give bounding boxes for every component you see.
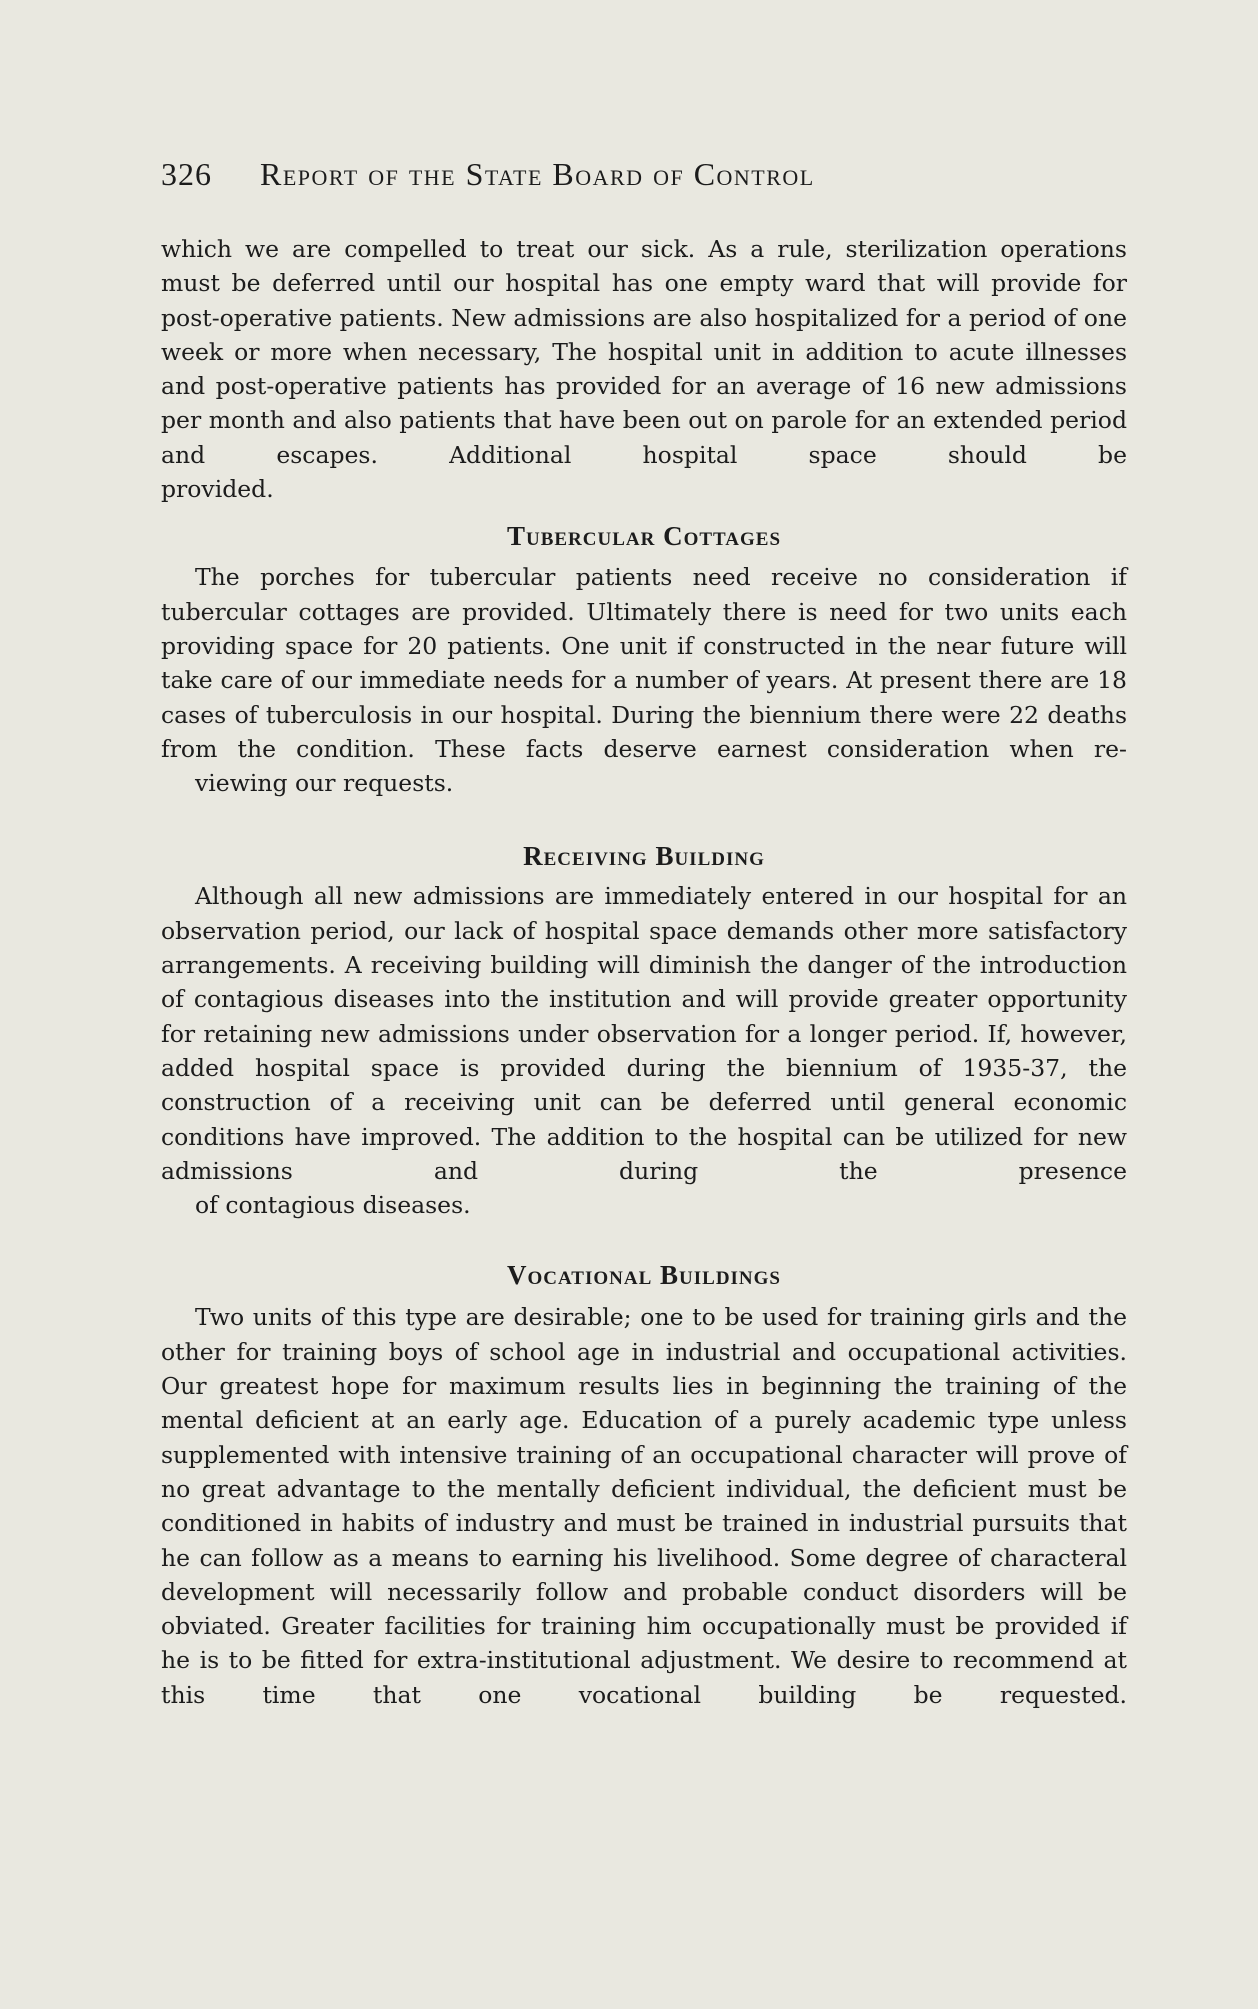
- running-head: [161, 156, 1061, 200]
- paragraph-text: Two units of this type are desirable; one to be used for training girls and the other for training boys of school age in industrial and occupational activities. Our greatest hope for maximum results lies in beginning the training of the mental deficient at an early age. Education of a purely academic type unless supplemented with intensive training of an occupational character will prove of no great advantage to the mentally deficient individual, the deficient must be conditioned in habits of industry and must be trained in industrial pursuits that he can follow as a means to earning his livelihood. Some degree of characteral development will necessarily follow and probable conduct disorders will be obviated. Greater facilities for training him occupationally must be provided if he is to be fitted for extra-institutional adjustment. We desire to recommend at this time that one vocational building be requested.: [161, 1303, 1127, 1709]
- paragraph-text: which we are compelled to treat our sick. As a rule, sterilization operations must be deferred until our hospital has one empty ward that will provide for post-operative patients. New admissions are also hospitalized for a period of one week or more when necessary, The hospital unit in addition to acute illnesses and post-operative patients has provided for an average of 16 new admissions per month and also patients that have been out on parole for an extended period and escapes. Additional hospital space should be: [161, 235, 1127, 469]
- paragraph-continuation: [161, 232, 1127, 506]
- paragraph-text: The porches for tubercular patients need receive no consideration if tubercular cottages are provided. Ultimately there is need for two units each providing space for 20 patients. One unit if constructed in the near future will take care of our immediate needs for a number of years. At present there are 18 cases of tuberculosis in our hospital. During the biennium there were 22 deaths from the condition. These facts deserve earnest consideration when re-: [161, 563, 1127, 763]
- section-heading-tubercular-cottages: Tubercular Cottages: [506, 521, 782, 552]
- paragraph-receiving-building: [161, 879, 1127, 1222]
- paragraph-last-line: viewing our requests.: [195, 769, 454, 798]
- paragraph-last-line: provided.: [161, 475, 274, 504]
- section-heading-vocational-buildings: Vocational Buildings: [507, 1260, 781, 1291]
- paragraph-last-line: of contagious diseases.: [195, 1191, 471, 1220]
- paragraph-text: Although all new admissions are immediately entered in our hospital for an observation period, our lack of hospital space demands other more satisfactory arrangements. A receiving building will diminish the danger of the introduction of contagious diseases into the institution and will provide greater opportunity for retaining new admissions under observation for a longer period. If, however, added hospital space is provided during the biennium of 1935-37, the construction of a receiving unit can be deferred until general economic conditions have improved. The addition to the hospital can be utilized for new admissions and during the presence: [161, 882, 1127, 1185]
- section-heading-receiving-building: Receiving Building: [523, 841, 765, 872]
- page-number: 326: [161, 156, 212, 192]
- running-title: Report of the State Board of Control: [260, 156, 815, 192]
- paragraph-vocational-buildings: [161, 1300, 1127, 1712]
- paragraph-tubercular-cottages: [161, 560, 1127, 800]
- body-text: [161, 232, 1127, 1712]
